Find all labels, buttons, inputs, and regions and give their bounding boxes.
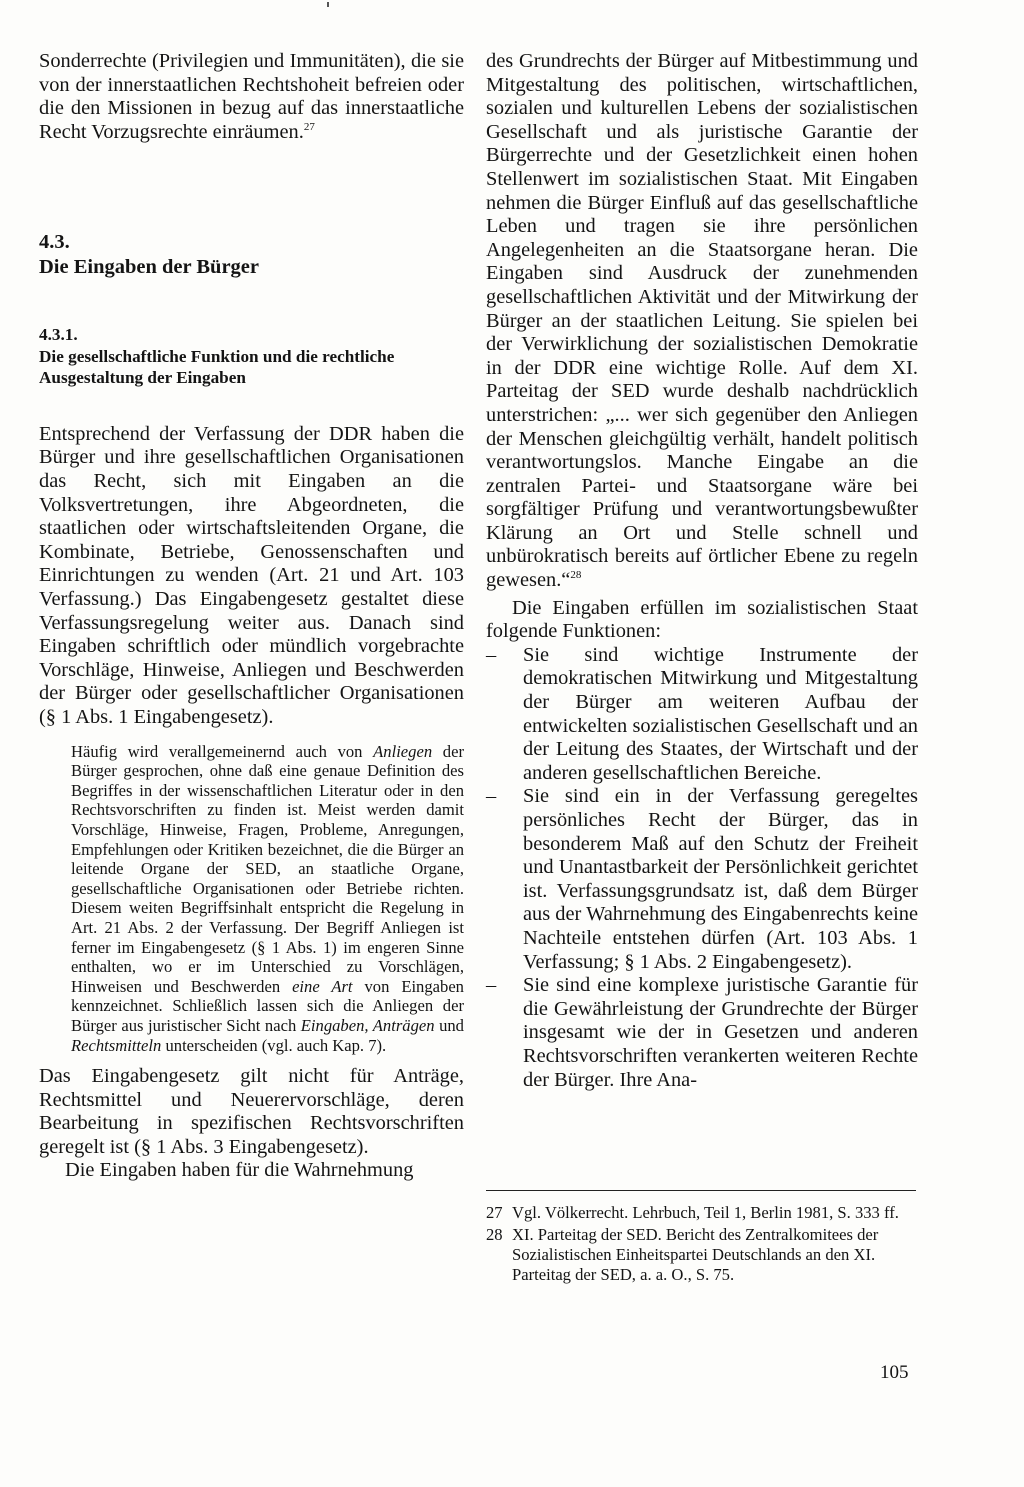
- subsection-title: Die gesellschaftliche Funktion und die rechtliche Ausgestaltung der Eingaben: [39, 346, 395, 388]
- left-column: [39, 50, 464, 1183]
- page-number: 105: [880, 1362, 909, 1383]
- right-paragraph-1: des Grundrechts der Bürger auf Mitbestimmung und Mitgestaltung des politischen, wirtschaftlichen, sozialen und kulturellen Lebens der sozialistischen Gesellschaft und als juristische Garantie der Bürgerrechte und der Gesetzlichkeit einen hohen Stellenwert im sozialistischen Staat. Mit Eingaben nehmen die Bürger Einfluß auf das gesellschaftliche Leben und tragen sie ihre persönlichen Angelegenheiten an die Staatsorgane heran. Die Eingaben sind Ausdruck der zunehmenden gesellschaftlichen Aktivität und der Mitwirkung der Bürger an der staatlichen Leitung. Sie spielen bei der Verwirklichung der sozialistischen Demokratie in der DDR eine wichtige Rolle. Auf dem XI. Parteitag der SED wurde deshalb nachdrücklich unterstrichen: „... wer sich gegenüber den Anliegen der Menschen gleichgültig verhält, handelt politisch verantwortungslos. Manche Eingabe an die zentralen Partei- und Staatsorgane wäre bei sorgfältiger Prüfung und verantwortungsbewußter Klärung an Ort und Stelle schnell und unbürokratisch bereits auf örtlicher Ebene zu regeln gewesen.“$^{28}$: [486, 50, 918, 592]
- section-number: 4.3.: [39, 231, 70, 254]
- list-item: – Sie sind eine komplexe juristische Garantie für die Gewährleistung der Grundrechte der Bürger insgesamt wie der in Gesetzen und anderen Rechtsvorschriften verankerten weiteren Rechte der Bürger. Ihre Ana-: [486, 974, 918, 1092]
- intro-paragraph: Sonderrechte (Privilegien und Immunitäten), die sie von der innerstaatlichen Rechtshoheit befreien oder die den Missionen in bezug auf das innerstaatliche Recht Vorzugsrechte einräumen.$^{27}$: [39, 50, 464, 143]
- small-print-note: Häufig wird verallgemeinernd auch von Anliegen der Bürger gesprochen, ohne daß eine genaue Definition des Begriffes in der wissenschaftlichen Literatur oder in den Rechtsvorschriften zu finden ist. Meist werden damit Vorschläge, Hinweise, Fragen, Probleme, Anregungen, Empfehlungen oder Kritiken bezeichnet, die die Bürger an leitende Organe der SED, an staatliche Organe, gesellschaftliche Organisationen oder Betriebe richten. Diesem weiten Begriffsinhalt entspricht die Regelung in Art. 21 Abs. 2 der Verfassung. Der Begriff Anliegen ist ferner im Eingabengesetz (§ 1 Abs. 1) im engeren Sinne enthalten, wo er im Unterschied zu Vorschlägen, Hinweisen und Beschwerden eine Art von Eingaben kennzeichnet. Schließlich lassen sich die Anliegen der Bürger aus juristischer Sicht nach Eingaben, Anträgen und Rechtsmitteln unterscheiden (vgl. auch Kap. 7).: [71, 741, 464, 1055]
- function-list: [486, 644, 918, 1092]
- footnote: [486, 1225, 918, 1285]
- footnote-text: XI. Parteitag der SED. Bericht des Zentralkomitees der Sozialistischen Einheitspartei Deutschlands an den XI. Parteitag der SED, a. a. O., S. 75.: [512, 1225, 879, 1284]
- body-paragraph-2: Das Eingabengesetz gilt nicht für Anträge, Rechtsmittel und Neuerervorschläge, deren Bearbeitung in spezifischen Rechtsvorschriften geregelt ist (§ 1 Abs. 3 Eingabengesetz).: [39, 1065, 464, 1158]
- right-column: [486, 50, 918, 1092]
- section-title: Die Eingaben der Bürger: [39, 256, 259, 279]
- body-paragraph-3: Die Eingaben haben für die Wahrnehmung: [65, 1159, 414, 1182]
- footnote-number: 28: [486, 1225, 503, 1244]
- right-paragraph-2: Die Eingaben erfüllen im sozialistischen Staat folgende Funktionen:: [486, 596, 918, 643]
- footnote: [486, 1203, 918, 1223]
- footnote-ref-27: 27: [303, 120, 315, 133]
- footnote-number: 27: [486, 1203, 503, 1222]
- subsection-number: 4.3.1.: [39, 325, 78, 345]
- list-item: – Sie sind ein in der Verfassung geregeltes persönliches Recht der Bürger, das in besonderem Maß auf den Schutz der Freiheit und Unantastbarkeit der Persönlichkeit gerichtet ist. Verfassungsgrundsatz ist, daß dem Bürger aus der Wahrnehmung des Eingabenrechts keine Nachteile entstehen dürfen (Art. 103 Abs. 1 Verfassung; § 1 Abs. 2 Eingabengesetz).: [486, 785, 918, 974]
- footnotes: [486, 1203, 918, 1287]
- footnote-divider: [486, 1190, 916, 1191]
- list-item: – Sie sind wichtige Instrumente der demokratischen Mitwirkung und Mitgestaltung der Bürger am weiteren Aufbau der entwickelten sozialistischen Gesellschaft und an der Leitung des Staates, der Wirtschaft und der anderen gesellschaftlichen Bereiche.: [486, 644, 918, 786]
- footnote-text: Vgl. Völkerrecht. Lehrbuch, Teil 1, Berlin 1981, S. 333 ff.: [512, 1203, 899, 1222]
- body-paragraph-1: Entsprechend der Verfassung der DDR haben die Bürger und ihre gesellschaftlichen Organisationen das Recht, sich mit Eingaben an die Volksvertretungen, ihre Abgeordneten, die staatlichen oder wirtschaftsleitenden Organe, die Kombinate, Betriebe, Genossenschaften und Einrichtungen zu wenden (Art. 21 und Art. 103 Verfassung.) Das Eingabengesetz gestaltet diese Verfassungsregelung weiter aus. Danach sind Eingaben schriftlich oder mündlich vorgebrachte Vorschläge, Hinweise, Anliegen und Beschwerden der Bürger oder gesellschaftlicher Organisationen (§ 1 Abs. 1 Eingabengesetz).: [39, 422, 464, 728]
- scan-speck: [327, 2, 329, 7]
- footnote-ref-28: 28: [570, 569, 582, 582]
